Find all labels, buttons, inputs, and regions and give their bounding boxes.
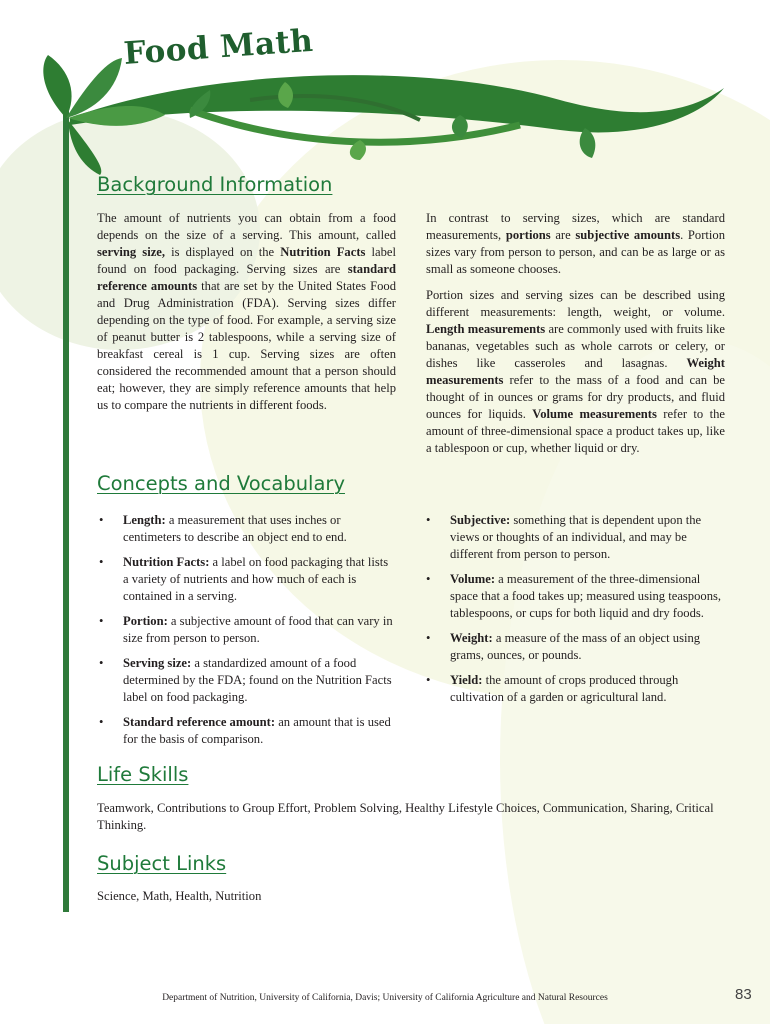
life-skills-text: Teamwork, Contributions to Group Effort, Problem Solving, Healthy Lifestyle Choices, Communication, Sharing, Critical Thinking. (97, 801, 714, 832)
bullet-icon: • (99, 656, 104, 670)
vocab-term: Standard reference amount: (123, 715, 276, 729)
vocab-term: Weight: (450, 631, 493, 645)
concepts-left-list (97, 512, 394, 756)
vocab-definition: a measurement that uses inches or centimeters to describe an object end to end. (123, 513, 347, 544)
vocab-definition: a measurement of the three-dimensional space that a food takes up; measured using teaspoons, tablespoons, or cups for both liquid and dry foods. (450, 572, 722, 620)
vocab-item (97, 554, 394, 605)
concepts-right-list (424, 512, 726, 714)
background-right-paragraph-1: In contrast to serving sizes, which are standard measurements, portions are subjective amounts. Portion sizes vary from person to person, and can be as large or as small as someone chooses. (426, 211, 725, 276)
vocab-term: Serving size: (123, 656, 192, 670)
life-skills-heading: Life Skills (97, 763, 189, 786)
vocab-definition: a subjective amount of food that can vary in size from person to person. (123, 614, 393, 645)
vocab-item (424, 512, 726, 563)
bullet-icon: • (426, 513, 431, 527)
vocab-term: Volume: (450, 572, 496, 586)
concepts-heading: Concepts and Vocabulary (97, 472, 345, 495)
page-title: Food Math (122, 22, 315, 72)
vocab-term: Length: (123, 513, 166, 527)
bullet-icon: • (426, 572, 431, 586)
page-number: 83 (735, 986, 752, 1003)
vocab-definition: a standardized amount of a food determined by the FDA; found on the Nutrition Facts label on food packaging. (123, 656, 392, 704)
vocab-term: Portion: (123, 614, 168, 628)
vocab-item (97, 512, 394, 546)
vocab-definition: a measure of the mass of an object using grams, ounces, or pounds. (450, 631, 701, 662)
subject-links-heading: Subject Links (97, 852, 227, 875)
bullet-icon: • (99, 715, 104, 729)
vocab-definition: something that is dependent upon the views or thoughts of an individual, and may be different from person to person. (450, 513, 702, 561)
vocab-term: Yield: (450, 673, 483, 687)
background-right-paragraph-2: Portion sizes and serving sizes can be described using different measurements: length, weight, or volume. Length measurements are commonly used with fruits like bananas, vegetables such as whole carrots or celery, or dishes like casseroles and lasagnas. Weight measurements refer to the mass of a food and can be thought of in ounces or grams for dry products, and fluid ounces for liquids. Volume measurements refer to the amount of three-dimensional space a product takes up, like a tablespoon or cup, whether liquid or dry. (426, 288, 725, 455)
vocab-definition: an amount that is used for the basis of comparison. (123, 715, 391, 746)
vocab-item (424, 672, 726, 706)
vocab-definition: the amount of crops produced through cultivation of a garden or agricultural land. (450, 673, 679, 704)
vocab-term: Nutrition Facts: (123, 555, 210, 569)
background-left-paragraph: The amount of nutrients you can obtain from a food depends on the size of a serving. This amount, called serving size, is displayed on the Nutrition Facts label found on food packaging. Serving sizes are standard reference amounts that are set by the United States Food and Drug Administration (FDA). Serving sizes differ depending on the type of food. For example, a serving size of peanut butter is 2 tablespoons, while a serving size of breakfast cereal is 1 cup. Serving sizes are often considered the recommended amount that a person should eat; however, they are simply reference amounts that help us to compare the nutrients in different foods. (97, 211, 397, 412)
bullet-icon: • (99, 614, 104, 628)
subject-links-text: Science, Math, Health, Nutrition (97, 889, 262, 903)
vocab-definition: a label on food packaging that lists a variety of nutrients and how much of each is contained in a serving. (123, 555, 389, 603)
background-heading: Background Information (97, 173, 333, 196)
vocab-item (424, 630, 726, 664)
footer-credit: Department of Nutrition, University of California, Davis; University of California Agriculture and Natural Resources (162, 993, 608, 1003)
vocab-item (97, 613, 394, 647)
vocab-term: Subjective: (450, 513, 511, 527)
bullet-icon: • (426, 631, 431, 645)
vocab-item (97, 655, 394, 706)
bullet-icon: • (99, 555, 104, 569)
bullet-icon: • (99, 513, 104, 527)
bullet-icon: • (426, 673, 431, 687)
vocab-item (424, 571, 726, 622)
vocab-item (97, 714, 394, 748)
